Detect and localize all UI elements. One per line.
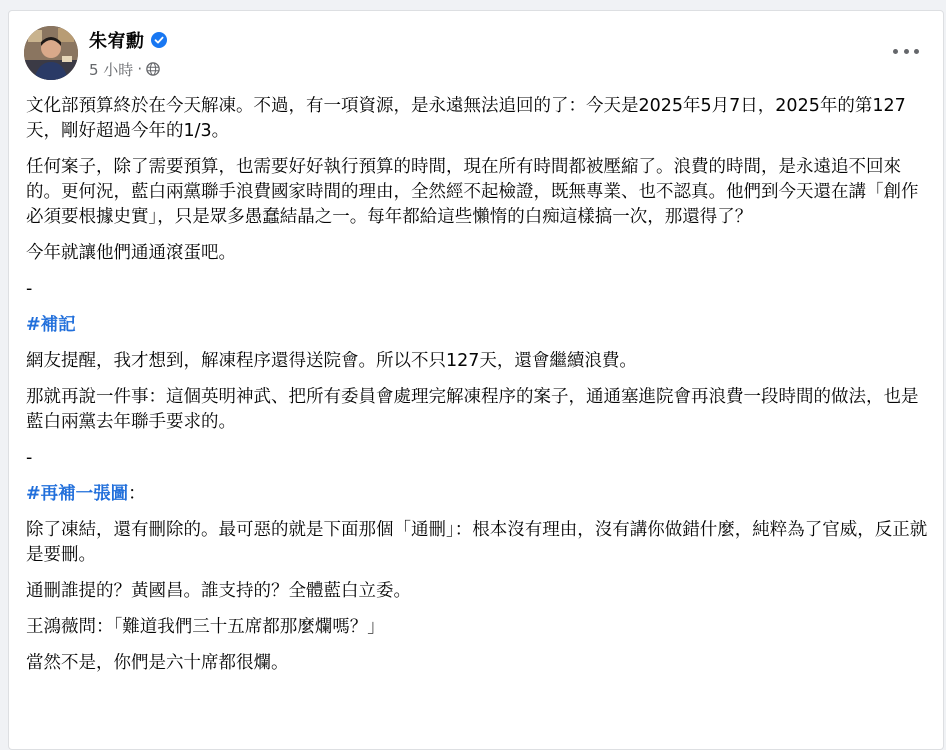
hashtag-link[interactable]: #再補一張圖 xyxy=(26,484,129,504)
post-paragraph: 王鴻薇問：「難道我們三十五席都那麼爛嗎？」 xyxy=(26,617,385,637)
avatar-image xyxy=(24,26,78,80)
post-divider: - xyxy=(26,448,33,468)
hashtag-link[interactable]: #補記 xyxy=(26,315,76,335)
post-header xyxy=(24,26,167,80)
meta-separator: · xyxy=(137,60,143,78)
meta-row xyxy=(89,59,167,80)
post-paragraph: 文化部預算終於在今天解凍。不過，有一項資源，是永遠無法追回的了：今天是2025年5月7日，2025年的第127天，剛好超過今年的1/3。 xyxy=(26,96,906,141)
more-options-icon[interactable] xyxy=(893,43,919,59)
post-card xyxy=(8,10,944,750)
post-body xyxy=(26,94,931,687)
more-dot xyxy=(893,49,898,54)
name-row xyxy=(89,27,167,53)
hashtag-line xyxy=(26,482,931,507)
more-dot xyxy=(914,49,919,54)
post-paragraph: 通刪誰提的？黃國昌。誰支持的？全體藍白立委。 xyxy=(26,581,411,601)
verified-badge-icon xyxy=(151,32,167,48)
post-paragraph: 除了凍結，還有刪除的。最可惡的就是下面那個「通刪」：根本沒有理由，沒有講你做錯什麼，純粹為了官威，反正就是要刪。 xyxy=(26,520,928,565)
globe-icon[interactable] xyxy=(146,62,160,76)
post-divider: - xyxy=(26,279,33,299)
more-dot xyxy=(904,49,909,54)
post-paragraph: 當然不是，你們是六十席都很爛。 xyxy=(26,653,289,673)
hashtag-suffix: ： xyxy=(128,484,146,504)
hashtag-line xyxy=(26,313,931,338)
author-block xyxy=(89,27,167,80)
author-name[interactable]: 朱宥勳 xyxy=(89,30,145,52)
post-paragraph: 網友提醒，我才想到，解凍程序還得送院會。所以不只127天，還會繼續浪費。 xyxy=(26,351,637,371)
post-paragraph: 任何案子，除了需要預算，也需要好好執行預算的時間，現在所有時間都被壓縮了。浪費的時間，是永遠追不回來的。更何況，藍白兩黨聯手浪費國家時間的理由，全然經不起檢證，既無專業、也不認真。他們到今天還在講「創作必須要根據史實」，只是眾多愚蠢結晶之一。每年都給這些懶惰的白痴這樣搞一次，那還得了？ xyxy=(26,157,919,227)
post-paragraph: 今年就讓他們通通滾蛋吧。 xyxy=(26,243,236,263)
post-paragraph: 那就再說一件事：這個英明神武、把所有委員會處理完解凍程序的案子，通通塞進院會再浪費一段時間的做法，也是藍白兩黨去年聯手要求的。 xyxy=(26,387,919,432)
avatar[interactable] xyxy=(24,26,78,80)
post-timestamp[interactable]: 5 小時 xyxy=(89,60,134,79)
